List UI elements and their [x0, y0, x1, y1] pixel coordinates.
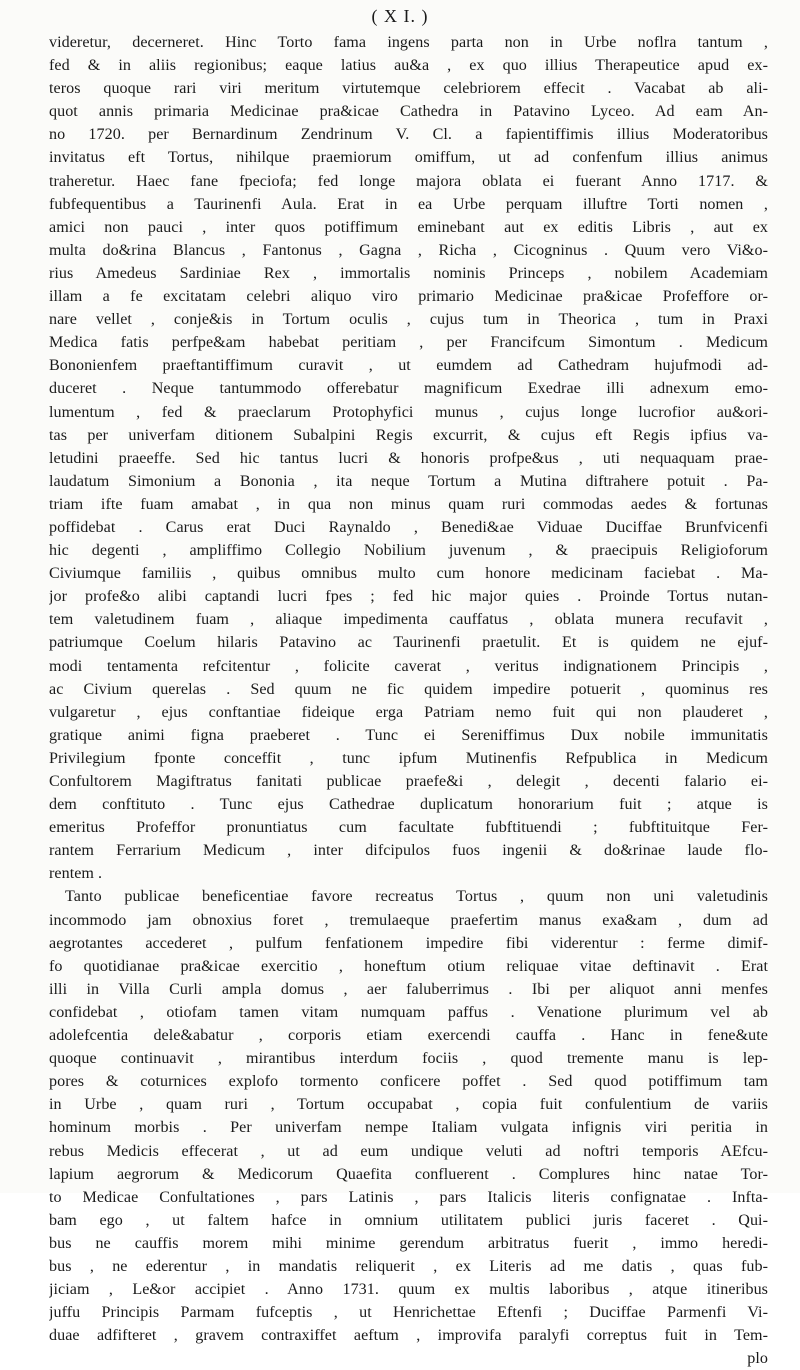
text-line: pores & coturnices explofo tormento conficere poffet . Sed quod potiffimum tam: [49, 1073, 768, 1091]
text-line: illam a fe excitatam celebri aliquo viro primario Medicinae pra&icae Profeffore or-: [49, 288, 768, 306]
text-line: Civiumque familiis , quibus omnibus multo cum honore medicinam faciebat . Ma-: [49, 565, 768, 583]
text-line: to Medicae Confultationes , pars Latinis , pars Italicis literis confignatae . Infta-: [49, 1188, 768, 1206]
text-line: in Urbe , quam ruri , Tortum occupabat , copia fuit confulentium de variis: [49, 1096, 768, 1114]
text-line: patriumque Coelum hilaris Patavino ac Taurinenfi praetulit. Et is quidem ne ejuf-: [49, 634, 768, 652]
text-line: modi tentamenta refcitentur , folicite caverat , veritus indignationem Principis ,: [49, 657, 768, 675]
text-line: letudini praeeffe. Sed hic tantus lucri & honoris profpe&us , uti nequaquam prae-: [49, 449, 768, 467]
text-line: vulgaretur , ejus conftantiae fideique erga Patriam nemo fuit qui non plauderet ,: [49, 703, 768, 721]
text-line: confidebat , otiofam tamen vitam numquam paffus . Venatione plurimum vel ab: [49, 1003, 768, 1021]
page-number: ( X I. ): [371, 6, 429, 26]
text-line: fubfequentibus a Taurinenfi Aula. Erat in ea Urbe perquam illuftre Torti nomen ,: [49, 195, 768, 213]
text-line: lapium aegrorum & Medicorum Quaefita confluerent . Complures hinc natae Tor-: [49, 1165, 768, 1183]
text-line: videretur, decerneret. Hinc Torto fama ingens parta non in Urbe noflra tantum ,: [49, 34, 768, 51]
text-line: multa do&rina Blancus , Fantonus , Gagna , Richa , Cicogninus . Quum vero Vi&o-: [49, 241, 768, 259]
text-line: nare vellet , conje&is in Tortum oculis , cujus tum in Theorica , tum in Praxi: [49, 311, 768, 329]
text-line: Medica fatis perfpe&am habebat peritiam , per Francifcum Simontum . Medicum: [49, 334, 768, 352]
text-line: adolefcentia dele&abatur , corporis etiam exercendi cauffa . Hanc in fene&ute: [49, 1027, 768, 1045]
text-line: hic degenti , ampliffimo Collegio Nobilium juvenum , & praecipuis Religioforum: [49, 542, 768, 560]
text-line: jor profe&o alibi captandi lucri fpes ; fed hic major quies . Proinde Tortus nutan-: [49, 588, 768, 606]
text-line: quoque continuavit , mirantibus interdum fociis , quod tremente manu is lep-: [49, 1050, 768, 1068]
text-line: quot annis primaria Medicinae pra&icae Cathedra in Patavino Lyceo. Ad eam An-: [49, 103, 768, 121]
text-line: Bononienfem praeftantiffimum curavit , ut eumdem ad Cathedram hujufmodi ad-: [49, 357, 768, 375]
text-line: rebus Medicis effecerat , ut ad eum undique veluti ad noftri temporis AEfcu-: [49, 1142, 768, 1160]
text-line: duceret . Neque tantummodo offerebatur magnificum Exedrae illi adnexum emo-: [49, 380, 768, 398]
text-line: ac Civium querelas . Sed quum ne fic quidem impedire potuerit , quominus res: [49, 680, 768, 698]
text-line: fo quotidianae pra&icae exercitio , honeftum otium reliquae vitae deftinavit . Erat: [49, 957, 768, 975]
text-line: gratique animi figna praeberet . Tunc ei Sereniffimus Dux nobile immunitatis: [49, 726, 768, 744]
text-line: Tanto publicae beneficentiae favore recreatus Tortus , quum non uni valetudinis: [65, 888, 768, 906]
text-line: rantem Ferrarium Medicum , inter difcipulos fuos ingenii & do&rinae laude flo-: [49, 842, 768, 860]
text-line: teros quoque rari viri meritum virtutemque celebriorem effecit . Vacabat ab ali-: [49, 80, 768, 98]
text-line: juffu Principis Parmam fufceptis , ut Henrichettae Eftenfi ; Duciffae Parmenfi Vi-: [49, 1304, 768, 1322]
text-line: traheretur. Haec fane fpeciofa; fed longe majora oblata ei fuerant Anno 1717. &: [49, 172, 768, 190]
text-line: invitatus eft Tortus, nihilque praemiorum omiffum, ut ad confenfum illius animus: [49, 149, 768, 167]
text-line: rius Amedeus Sardiniae Rex , immortalis nominis Princeps , nobilem Academiam: [49, 264, 768, 282]
text-line: illi in Villa Curli ampla domus , aer faluberrimus . Ibi per aliquot anni menfes: [49, 980, 768, 998]
text-line: incommodo jam obnoxius foret , tremulaeque praefertim manus exa&am , dum ad: [49, 911, 768, 929]
text-line: hominum morbis . Per univerfam nempe Italiam vulgata infignis viri peritia in: [49, 1119, 768, 1137]
text-line: bam ego , ut faltem hafce in omnium utilitatem publici juris faceret . Qui-: [49, 1211, 768, 1229]
text-line: Confultorem Magiftratus fanitati publicae praefe&i , delegit , decenti falario ei-: [49, 773, 768, 790]
text-line: emeritus Profeffor pronuntiatus cum facultate fubftituendi ; fubftituitque Fer-: [49, 819, 768, 837]
text-line: tas per univerfam ditionem Subalpini Regis excurrit, & cujus eft Regis ipfius va-: [49, 426, 768, 444]
catchword: plo: [747, 1350, 768, 1368]
text-line: bus , ne ederentur , in mandatis reliquerit , ex Literis ad me datis , quas fub-: [49, 1257, 768, 1275]
text-line: duae adfifteret , gravem contraxiffet aeftum , improvifa paralyfi correptus fuit in Tem-: [49, 1327, 768, 1345]
text-line: lumentum , fed & praeclarum Protophyfici munus , cujus longe lucrofior au&ori-: [49, 403, 768, 421]
text-line: jiciam , Le&or accipiet . Anno 1731. quum ex multis laboribus , atque itineribus: [49, 1281, 768, 1299]
text-line: amici non pauci , inter quos potiffimum eminebant aut ex editis Libris , aut ex: [49, 218, 768, 236]
text-line: aegrotantes accederet , pulfum fenfationem impedire fibi viderentur : ferme dimif-: [49, 934, 768, 952]
text-line: fed & in aliis regionibus; eaque latius au&a , ex quo illius Therapeutice apud ex-: [49, 57, 768, 75]
text-line: rentem .: [49, 865, 103, 883]
text-line: poffidebat . Carus erat Duci Raynaldo , Benedi&ae Viduae Duciffae Brunfvicenfi: [49, 518, 768, 536]
text-line: bus ne cauffis morem mihi minime gerendum arbitratus fuerit , immo heredi-: [49, 1234, 768, 1252]
text-line: Privilegium fponte conceffit , tunc ipfum Mutinenfis Refpublica in Medicum: [49, 749, 768, 767]
text-line: tem valetudinem fuam , aliaque impedimenta cauffatus , oblata munera recufavit ,: [49, 611, 768, 629]
body-text: [49, 31, 768, 1370]
text-line: dem conftituto . Tunc ejus Cathedrae duplicatum honorarium fuit ; atque is: [49, 796, 768, 814]
text-line: triam ifte fuam amabat , in qua non minus quam ruri commodas aedes & fortunas: [49, 495, 768, 513]
text-line: no 1720. per Bernardinum Zendrinum V. Cl. a fapientiffimis illius Moderatoribus: [49, 126, 768, 144]
text-line: laudatum Simonium a Bononia , ita neque Tortum a Mutina diftrahere potuit . Pa-: [49, 472, 768, 490]
